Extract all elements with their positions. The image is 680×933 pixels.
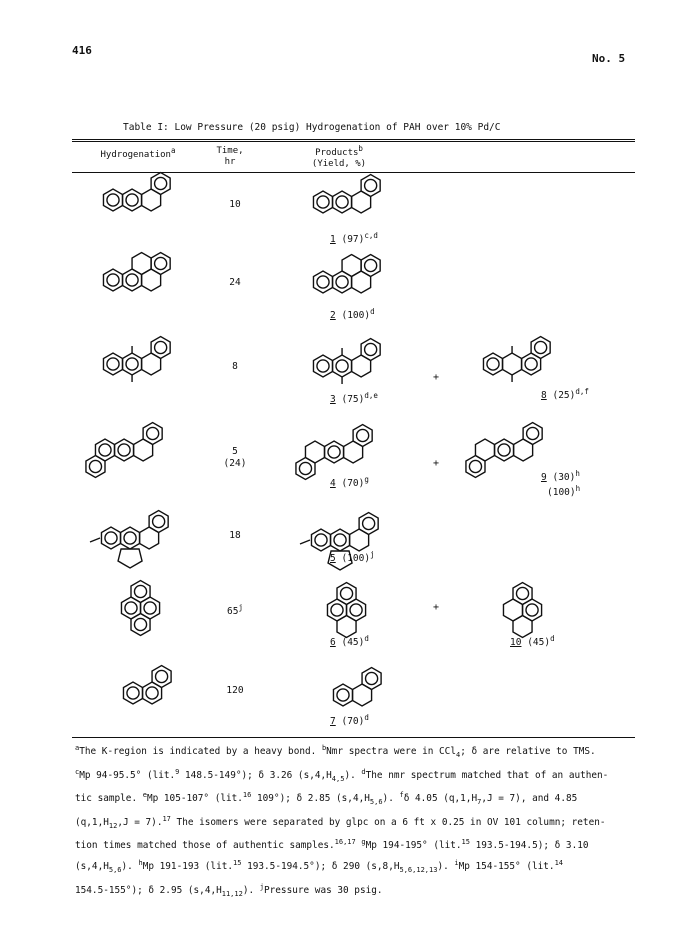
footnote-line: tion times matched those of authentic samples.$^{16,17}$ $^g$Mp 194-195° (lit.$^{15}$ 193.5-194.5); δ 3.10 (75, 838, 589, 852)
aromatic-circle (107, 194, 119, 206)
ring (337, 615, 356, 637)
product-label: 7 $(70)^d$ (330, 713, 369, 728)
aromatic-circle (487, 358, 499, 370)
col-header-products: Products$^b$ (Yield, %) (311, 144, 367, 169)
col-header-hydrogenation: Hydrogenation$^a$ (100, 146, 176, 160)
time-row-2: 24 (229, 277, 241, 288)
table-bottom-rule (72, 737, 635, 738)
product-label: 8 $(25)^{d,f}$ (541, 387, 589, 402)
aromatic-circle (336, 276, 348, 288)
product-label: 10 $(45)^d$ (510, 634, 555, 649)
aromatic-circle (125, 602, 137, 614)
structure-phenanthrene (108, 663, 188, 713)
time-row-1: 10 (229, 199, 241, 210)
time-row-7: 120 (226, 685, 244, 696)
structure-product-4 (290, 422, 420, 492)
aromatic-circle (469, 460, 481, 472)
ring (513, 615, 532, 637)
plus-sign: + (433, 458, 440, 469)
table-caption: Table I: Low Pressure (20 psig) Hydrogenation of PAH over 10% Pd/C (123, 122, 501, 133)
aromatic-circle (156, 670, 168, 682)
aromatic-circle (315, 534, 327, 546)
footnote-line: $^c$Mp 94-95.5° (lit.$^9$ 148.5-149°); δ 3.26 $(s,4,H_{4,5})$. $^d$The nmr spectrum matched that of an authen- (75, 767, 609, 783)
structure-product-6 (312, 580, 402, 650)
footnotes (75, 740, 635, 902)
structure-pyrene (106, 578, 196, 648)
aromatic-circle (337, 689, 349, 701)
aromatic-circle (516, 587, 528, 599)
ring (342, 255, 361, 277)
aromatic-circle (317, 360, 329, 372)
aromatic-circle (336, 360, 348, 372)
footnote-line: $^a$The K-region is indicated by a heavy bond. $^b$Nmr spectra were in CCl$_4$; δ are relative to TMS. (75, 744, 596, 759)
ring (305, 441, 324, 463)
aromatic-circle (124, 532, 136, 544)
time-row-4: 5 (24) (223, 446, 247, 469)
aromatic-circle (340, 587, 352, 599)
aromatic-circle (155, 257, 167, 269)
col-header-time: Time, hr (216, 146, 244, 167)
aromatic-circle (336, 196, 348, 208)
structure-methylcholanthrene (86, 508, 196, 568)
plus-sign: + (433, 372, 440, 383)
structure-benzopyrene (88, 250, 198, 310)
structure-product-1 (298, 172, 398, 232)
aromatic-circle (334, 534, 346, 546)
table-top-rule (72, 139, 635, 140)
aromatic-circle (317, 196, 329, 208)
methyl-bond (90, 538, 100, 542)
structure-product-5 (296, 510, 406, 570)
product-label: 4 $(70)^g$ (330, 475, 369, 490)
aromatic-circle (363, 517, 375, 529)
ring (503, 353, 522, 375)
issue-number: No. 5 (592, 52, 626, 65)
aromatic-circle (365, 179, 377, 191)
table-top-rule-2 (72, 141, 635, 142)
footnote-line: tic sample. $^e$Mp 105-107° (lit.$^{16}$ 109°); δ 2.85 $(s,4,H_{5,6})$. $^f$δ 4.05 $(q,1,H_7,J = 7)$, and 4.85 (75, 791, 578, 807)
cyclopenta-ring (328, 551, 352, 570)
aromatic-circle (89, 460, 101, 472)
structure-product-2 (298, 252, 408, 312)
footnote-line: $(s,4,H_{5,6})$. $^h$Mp 191-193 (lit.$^{15}$ 193.5-194.5°); δ 290 $(s,8,H_{5,6,12,13})$. $^i$Mp 154-155° (lit.$^{14}$ (75, 859, 563, 875)
time-row-6: 65$^j$ (227, 603, 243, 618)
footnote-line: 154.5-155°); δ 2.95 $(s,4,H_{11,12})$. $^j$Pressure was 30 psig. (75, 882, 383, 898)
ring (132, 253, 151, 275)
aromatic-circle (525, 358, 537, 370)
aromatic-circle (105, 532, 117, 544)
aromatic-circle (126, 194, 138, 206)
page-number: 416 (72, 44, 92, 57)
structure-product-8 (468, 334, 568, 394)
aromatic-circle (118, 444, 130, 456)
aromatic-circle (155, 177, 167, 189)
footnote-line: $(q,1,H_{12},J = 7).^{17}$ The isomers were separated by glpc on a 6 ft x 0.25 in OV 101 column; reten- (75, 814, 606, 830)
structure-product-7 (318, 665, 398, 715)
cyclopenta-ring (118, 549, 142, 568)
ring (475, 439, 494, 461)
aromatic-circle (299, 462, 311, 474)
plus-sign: + (433, 602, 440, 613)
product-label: 9 $(30)^h$ $(100)^h$ (541, 469, 581, 499)
aromatic-circle (99, 444, 111, 456)
aromatic-circle (146, 687, 158, 699)
structure-benzanthracene (88, 170, 188, 230)
aromatic-circle (134, 618, 146, 630)
aromatic-circle (365, 259, 377, 271)
aromatic-circle (527, 427, 539, 439)
structure-product-9 (460, 420, 590, 490)
product-label: 5 $(100)^j$ (330, 550, 375, 565)
aromatic-circle (357, 429, 369, 441)
time-row-3: 8 (232, 361, 238, 372)
methyl-bond (300, 540, 310, 544)
aromatic-circle (350, 604, 362, 616)
aromatic-circle (153, 515, 165, 527)
aromatic-circle (127, 687, 139, 699)
aromatic-circle (328, 446, 340, 458)
structure-dimethylbenzanthracene (88, 334, 198, 394)
aromatic-circle (366, 672, 378, 684)
aromatic-circle (126, 358, 138, 370)
structure-product-10 (488, 580, 578, 650)
aromatic-circle (155, 341, 167, 353)
aromatic-circle (535, 341, 547, 353)
aromatic-circle (147, 427, 159, 439)
aromatic-circle (365, 343, 377, 355)
aromatic-circle (144, 602, 156, 614)
product-label: 6 $(45)^d$ (330, 634, 369, 649)
structure-product-3 (298, 336, 398, 396)
aromatic-circle (331, 604, 343, 616)
time-row-5: 18 (229, 530, 241, 541)
aromatic-circle (107, 358, 119, 370)
product-label: 3 $(75)^{d,e}$ (330, 391, 378, 406)
aromatic-circle (134, 585, 146, 597)
aromatic-circle (126, 274, 138, 286)
product-label: 2 $(100)^d$ (330, 307, 375, 322)
aromatic-circle (317, 276, 329, 288)
aromatic-circle (526, 604, 538, 616)
structure-dibenzanthracene (80, 420, 210, 490)
aromatic-circle (498, 444, 510, 456)
aromatic-circle (107, 274, 119, 286)
product-label: 1 $(97)^{c,d}$ (330, 231, 378, 246)
